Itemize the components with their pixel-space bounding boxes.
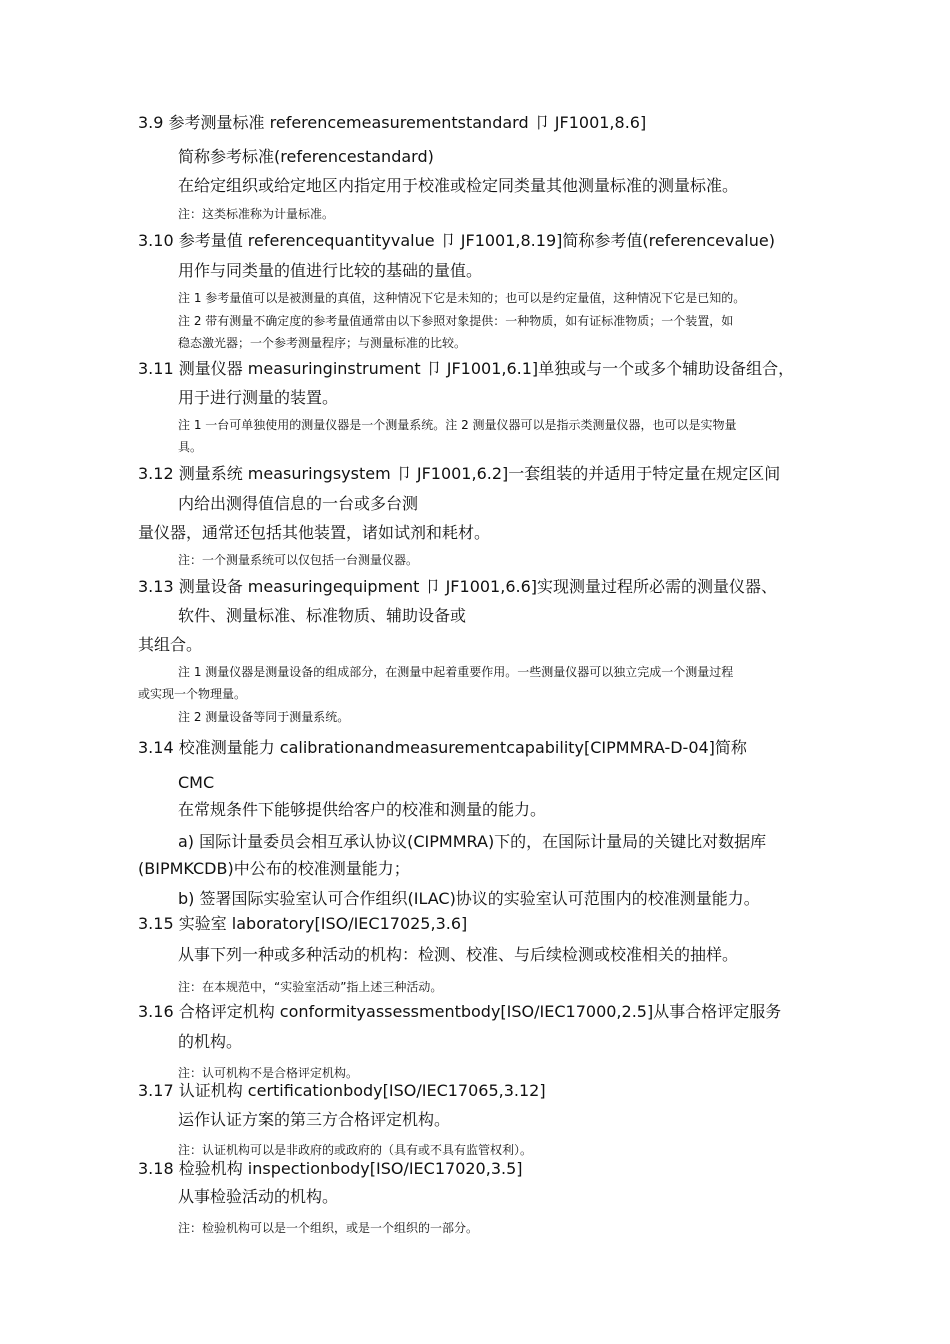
term-3-11-heading: 3.11 测量仪器 measuringinstrument 卩 JF1001,6.1]单独或与一个或多个辅助设备组合， <box>138 359 795 378</box>
term-3-17-heading: 3.17 认证机构 certificationbody[ISO/IEC17065,3.12] <box>138 1081 546 1100</box>
term-3-10-heading: 3.10 参考量值 referencequantityvalue 卩 JF1001,8.19]简称参考值(referencevalue) <box>138 231 775 250</box>
term-3-11-heading-cont: 用于进行测量的装置。 <box>178 388 339 407</box>
term-3-11-notes: 注 1 一台可单独使用的测量仪器是一个测量系统。注 2 测量仪器可以是指示类测量仪器，也可以是实物量 <box>178 418 737 432</box>
term-3-17-definition: 运作认证方案的第三方合格评定机构。 <box>178 1110 451 1129</box>
term-3-15-definition: 从事下列一种或多种活动的机构：检测、校准、与后续检测或校准相关的抽样。 <box>178 945 739 964</box>
term-3-12-heading-cont: 内给出测得值信息的一台或多台测 <box>178 494 419 513</box>
term-3-12-note: 注：一个测量系统可以仅包括一台测量仪器。 <box>178 553 419 567</box>
term-3-15-note: 注：在本规范中，“实验室活动”指上述三种活动。 <box>178 980 443 994</box>
term-3-13-heading-cont: 软件、测量标准、标准物质、辅助设备或 <box>178 606 467 625</box>
term-3-14-abbreviation: CMC <box>178 773 215 792</box>
term-3-18-heading: 3.18 检验机构 inspectionbody[ISO/IEC17020,3.5] <box>138 1159 523 1178</box>
term-3-14-item-a: a) 国际计量委员会相互承认协议(CIPMMRA)下的，在国际计量局的关键比对数据库 <box>178 832 767 851</box>
term-3-10-definition: 用作与同类量的值进行比较的基础的量值。 <box>178 261 483 280</box>
term-3-9-note: 注：这类标准称为计量标准。 <box>178 207 335 221</box>
term-3-9-definition: 在给定组织或给定地区内指定用于校准或检定同类量其他测量标准的测量标准。 <box>178 176 739 195</box>
term-3-16-heading: 3.16 合格评定机构 conformityassessmentbody[ISO/IEC17000,2.5]从事合格评定服务 <box>138 1002 782 1021</box>
term-3-15-heading: 3.15 实验室 laboratory[ISO/IEC17025,3.6] <box>138 914 468 933</box>
term-3-9-heading: 3.9 参考测量标准 referencemeasurementstandard 卩 JF1001,8.6] <box>138 113 647 132</box>
term-3-13-note-1-cont: 或实现一个物理量。 <box>138 687 247 701</box>
term-3-17-note: 注：认证机构可以是非政府的或政府的（具有或不具有监管权利）。 <box>178 1143 533 1157</box>
term-3-18-note: 注：检验机构可以是一个组织，或是一个组织的一部分。 <box>178 1221 479 1235</box>
term-3-9-abbreviation: 简称参考标准(referencestandard) <box>178 147 434 166</box>
term-3-14-item-a-cont: (BIPMKCDB)中公布的校准测量能力； <box>138 859 410 878</box>
term-3-13-note-2: 注 2 测量设备等同于测量系统。 <box>178 710 350 724</box>
term-3-13-note-1: 注 1 测量仪器是测量设备的组成部分，在测量中起着重要作用。一些测量仪器可以独立完成一个测量过程 <box>178 665 734 679</box>
term-3-14-item-b: b) 签署国际实验室认可合作组织(ILAC)协议的实验室认可范围内的校准测量能力。 <box>178 889 760 908</box>
term-3-14-definition: 在常规条件下能够提供给客户的校准和测量的能力。 <box>178 800 547 819</box>
term-3-12-heading-cont-2: 量仪器，通常还包括其他装置，诸如试剂和耗材。 <box>138 523 491 542</box>
term-3-14-heading: 3.14 校准测量能力 calibrationandmeasurementcapability[CIPMMRA-D-04]简称 <box>138 738 747 757</box>
term-3-18-definition: 从事检验活动的机构。 <box>178 1187 339 1206</box>
term-3-11-notes-cont: 具。 <box>178 440 203 454</box>
term-3-13-heading-cont-2: 其组合。 <box>138 635 203 654</box>
term-3-10-note-2-cont: 稳态激光器；一个参考测量程序；与测量标准的比较。 <box>178 336 467 350</box>
term-3-10-note-2: 注 2 带有测量不确定度的参考量值通常由以下参照对象提供：一种物质，如有证标准物质；一个装置，如 <box>178 314 734 328</box>
term-3-16-note: 注：认可机构不是合格评定机构。 <box>178 1066 359 1080</box>
term-3-13-heading: 3.13 测量设备 measuringequipment 卩 JF1001,6.6]实现测量过程所必需的测量仪器、 <box>138 577 778 596</box>
term-3-12-heading: 3.12 测量系统 measuringsystem 卩 JF1001,6.2]一套组装的并适用于特定量在规定区间 <box>138 464 781 483</box>
term-3-16-heading-cont: 的机构。 <box>178 1032 243 1051</box>
term-3-10-note-1: 注 1 参考量值可以是被测量的真值，这种情况下它是未知的；也可以是约定量值，这种情况下它是已知的。 <box>178 291 746 305</box>
